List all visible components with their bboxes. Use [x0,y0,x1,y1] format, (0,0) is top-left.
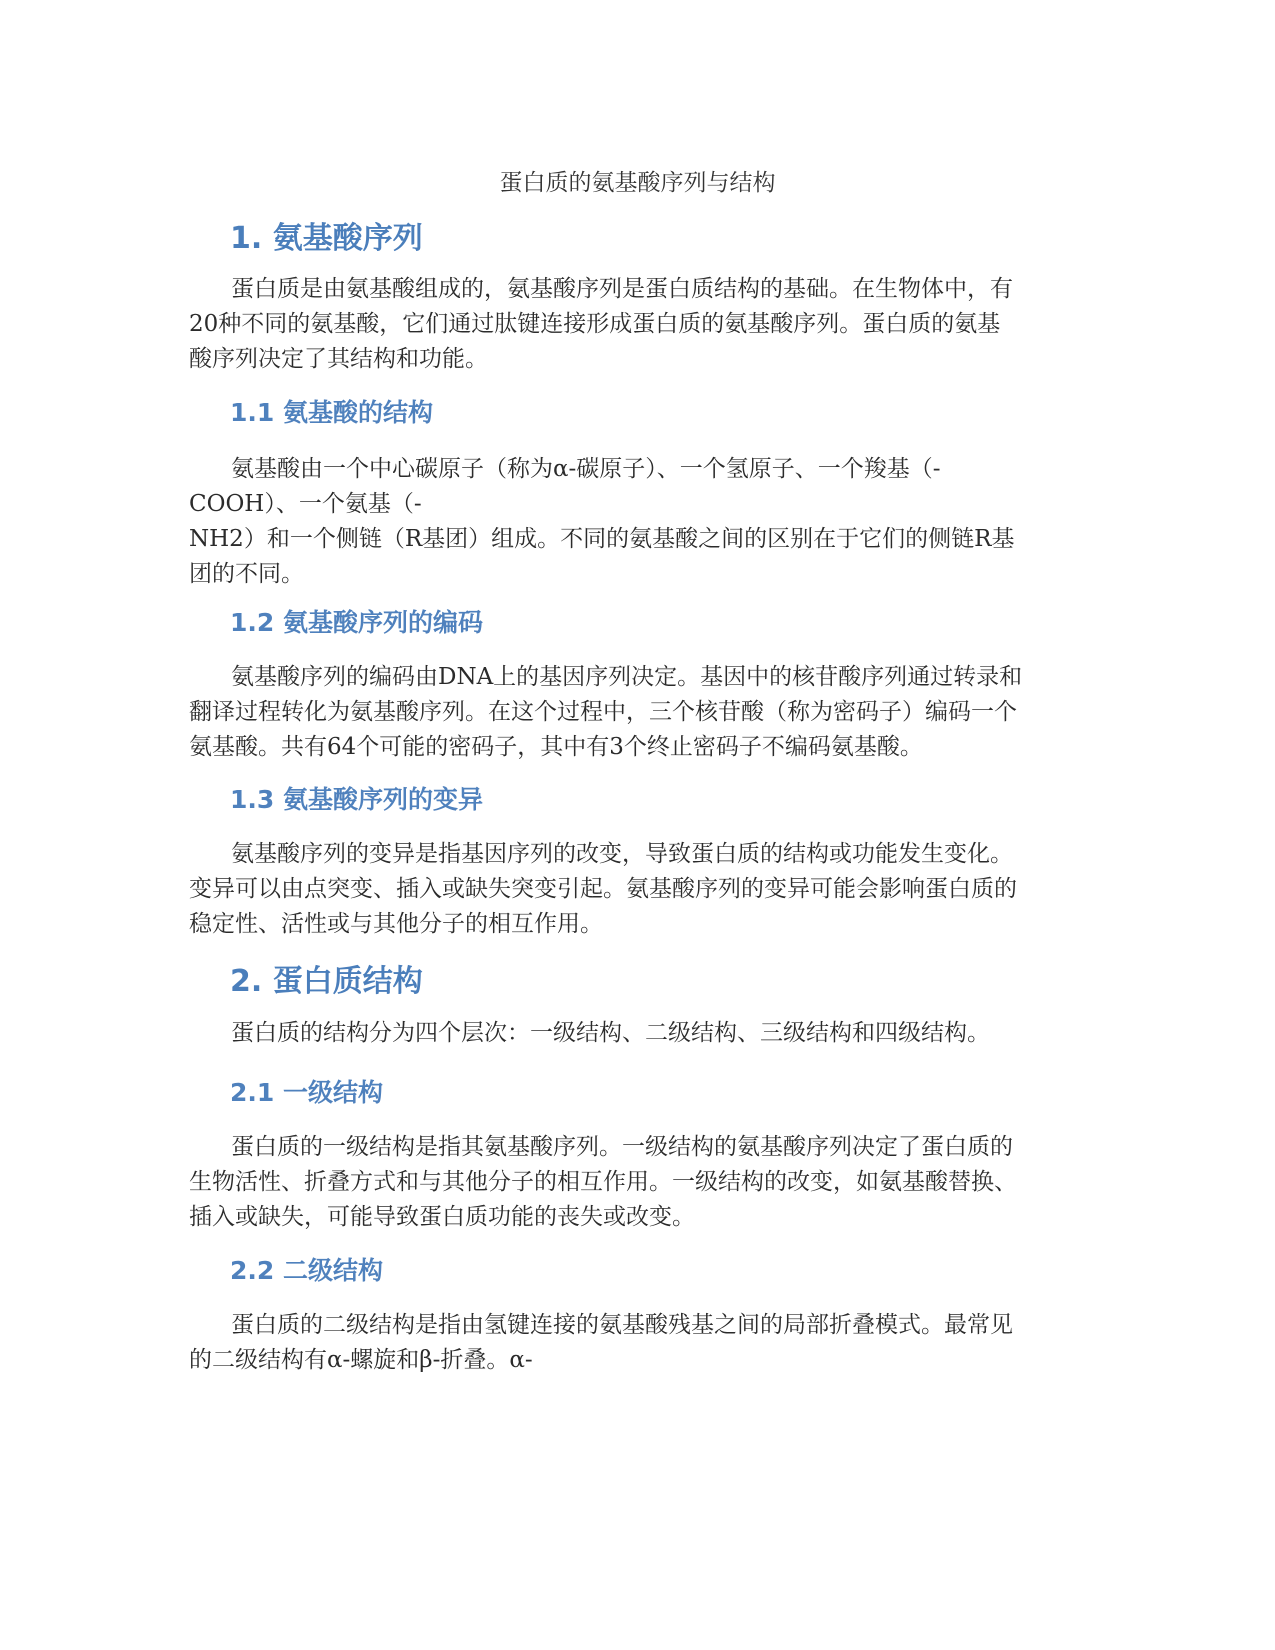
subsection-heading-2-1: 2.1 一级结构 [230,1078,383,1107]
subsection-heading-1-3: 1.3 氨基酸序列的变异 [230,785,483,814]
paragraph-line: 插入或缺失，可能导致蛋白质功能的丧失或改变。 [189,1204,695,1230]
paragraph-line: 20种不同的氨基酸，它们通过肽键连接形成蛋白质的氨基酸序列。蛋白质的氨基 [189,311,1001,337]
paragraph-line: 变异可以由点突变、插入或缺失突变引起。氨基酸序列的变异可能会影响蛋白质的 [189,876,1017,902]
subsection-2-1-paragraph [189,1130,1087,1235]
subsection-1-3-paragraph [189,837,1087,942]
document-title: 蛋白质的氨基酸序列与结构 [499,170,776,196]
subsection-1-2-paragraph [189,660,1087,765]
paragraph-line: 蛋白质的结构分为四个层次：一级结构、二级结构、三级结构和四级结构。 [231,1020,990,1046]
section-2-intro-paragraph [189,1016,1087,1051]
paragraph-line: 稳定性、活性或与其他分子的相互作用。 [189,911,603,937]
subsection-1-1-paragraph [189,452,1087,592]
subsection-heading-1-1: 1.1 氨基酸的结构 [230,398,433,427]
paragraph-line: 蛋白质的一级结构是指其氨基酸序列。一级结构的氨基酸序列决定了蛋白质的 [231,1134,1013,1160]
paragraph-line: NH2）和一个侧链（R基团）组成。不同的氨基酸之间的区别在于它们的侧链R基 [189,526,1015,552]
paragraph-line: 氨基酸。共有64个可能的密码子，其中有3个终止密码子不编码氨基酸。 [189,734,923,760]
subsection-heading-1-2: 1.2 氨基酸序列的编码 [230,608,483,637]
paragraph-line: 氨基酸序列的变异是指基因序列的改变，导致蛋白质的结构或功能发生变化。 [231,841,1013,867]
paragraph-line: 蛋白质的二级结构是指由氢键连接的氨基酸残基之间的局部折叠模式。最常见 [231,1312,1013,1338]
paragraph-line: 团的不同。 [189,561,304,587]
section-heading-1: 1. 氨基酸序列 [230,221,423,256]
paragraph-line: 翻译过程转化为氨基酸序列。在这个过程中，三个核苷酸（称为密码子）编码一个 [189,699,1017,725]
subsection-heading-2-2: 2.2 二级结构 [230,1256,383,1285]
paragraph-line: 氨基酸序列的编码由DNA上的基因序列决定。基因中的核苷酸序列通过转录和 [231,664,1023,690]
paragraph-line: 生物活性、折叠方式和与其他分子的相互作用。一级结构的改变，如氨基酸替换、 [189,1169,1017,1195]
section-1-intro-paragraph [189,272,1087,377]
paragraph-line: 蛋白质是由氨基酸组成的，氨基酸序列是蛋白质结构的基础。在生物体中，有 [231,276,1013,302]
paragraph-line: 氨基酸由一个中心碳原子（称为α-碳原子）、一个氢原子、一个羧基（- [231,456,941,482]
paragraph-line: 酸序列决定了其结构和功能。 [189,346,488,372]
paragraph-line: COOH）、一个氨基（- [189,491,422,517]
subsection-2-2-paragraph [189,1308,1087,1378]
section-heading-2: 2. 蛋白质结构 [230,964,423,999]
paragraph-line: 的二级结构有α-螺旋和β-折叠。α- [189,1347,533,1373]
